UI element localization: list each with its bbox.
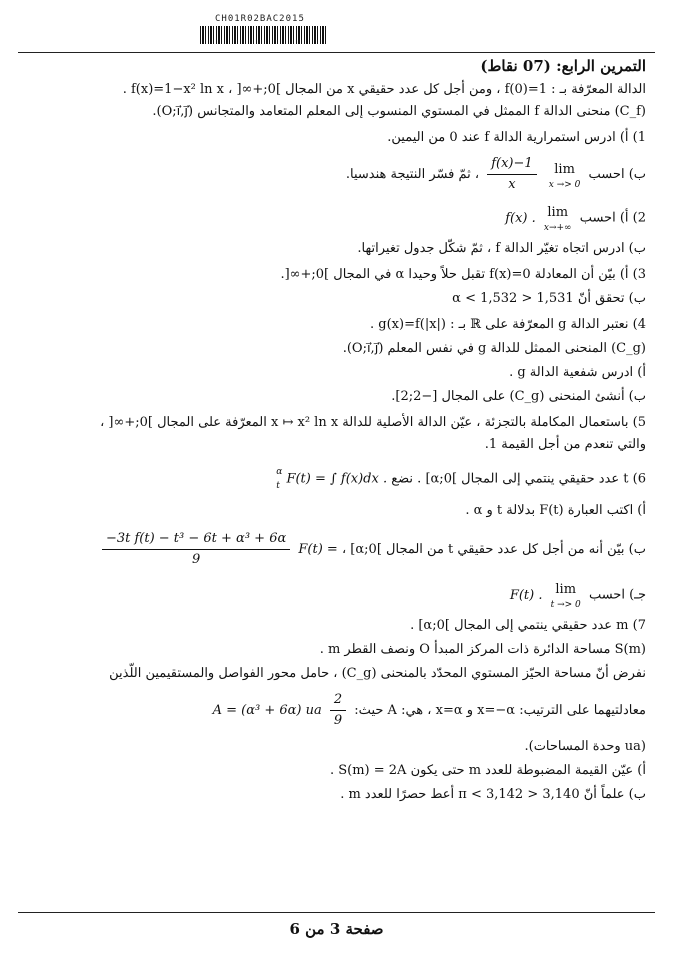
question-4-line2: (C_g) المنحنى الممثل للدالة g في نفس المعلم (O;i⃗,j⃗). (342, 341, 646, 356)
question-2b: ب) ادرس اتجاه تغيّر الدالة f ، ثمّ شكّل جدول تغيراتها. (357, 241, 646, 256)
header-divider (18, 52, 655, 53)
question-2a (24, 203, 646, 233)
document-code: CH01R02BAC2015 (215, 14, 305, 24)
q2a-prefix: 2) أ) احسب (579, 210, 646, 226)
question-7-line2: S(m) مساحة الدائرة ذات المركز المبدأ O ونصف القطر m . (319, 642, 646, 657)
q6c-prefix: جـ) احسب (588, 587, 646, 603)
exercise-title: التمرين الرابع: (07 نقاط) (480, 57, 646, 75)
barcode-icon (200, 26, 328, 44)
q6b-denominator: 9 (191, 552, 201, 567)
q6-integral (276, 465, 387, 493)
question-3a: 3) أ) بيّن أن المعادلة f(x)=0 تقبل حلاً وحيدا α في المجال ]0;+∞[. (280, 267, 646, 282)
question-7-line5: (ua وحدة المساحات). (524, 739, 646, 754)
q7-area-fraction (330, 690, 346, 731)
q6c-limit (551, 580, 581, 610)
q2a-limit (544, 203, 572, 233)
q6-integral-limits (276, 465, 282, 493)
q1b-suffix: ، ثمّ فسّر النتيجة هندسيا. (345, 167, 480, 182)
q6c-lim-sub: t →> 0 (550, 600, 581, 610)
q1b-lim-word: lim (554, 161, 575, 177)
q6c-lim-word: lim (555, 582, 577, 597)
question-3b: ب) تحقق أنّ 1,531 < α < 1,532 (452, 291, 646, 306)
question-1b (24, 154, 646, 195)
question-6a: أ) اكتب العبارة F(t) بدلالة t و α . (465, 503, 646, 518)
question-1a: 1) أ) ادرس استمرارية الدالة f عند 0 من اليمين. (387, 130, 646, 145)
intro-line-1: الدالة المعرّفة بـ : f(0)=1 ، ومن أجل كل عدد حقيقي x من المجال ]0;+∞[ ، f(x)=1−x² ln x . (122, 82, 646, 97)
question-5-line2: والتي تنعدم من أجل القيمة 1. (484, 437, 646, 452)
question-6 (24, 465, 646, 493)
q6-integral-lower: t (276, 481, 280, 491)
q6b-numerator: −3t f(t) − t³ − 6t + α³ + 6α (102, 529, 290, 550)
question-4a: أ) ادرس شفعية الدالة g . (509, 365, 646, 380)
q1b-prefix: ب) احسب (588, 167, 646, 182)
question-5-line1: 5) باستعمال المكاملة بالتجزئة ، عيّن الدالة الأصلية للدالة x ↦ x² ln x المعرّفة على المجال ]0;+∞[ ، (100, 415, 646, 430)
question-4b: ب) أنشئ المنحنى (C_g) على المجال [−2;2]. (391, 389, 646, 404)
q6-integral-upper: α (276, 467, 283, 477)
page-number: صفحة 3 من 6 (289, 920, 384, 938)
q2a-lim-word: lim (547, 205, 569, 220)
intro-line-2: (C_f) منحنى الدالة f الممثل في المستوي المنسوب إلى المعلم المتعامد والمتجانس (O;i⃗,j⃗). (152, 104, 646, 119)
q6-integral-expression: F(t) = ∫ f(x)dx . (286, 471, 388, 487)
q6b-fraction (102, 529, 290, 570)
question-6b (24, 529, 646, 570)
q7-area-expression: A = (α³ + 6α) ua (212, 703, 322, 718)
q2a-expression: f(x) . (505, 210, 536, 226)
q6-prefix: 6) t عدد حقيقي ينتمي إلى المجال ]0;α] . نضع (391, 471, 646, 487)
q7-area-numerator: 2 (330, 690, 346, 711)
question-7b: ب) علماً أنّ 3,140 < π < 3,142 أعط حصرًا للعدد m . (340, 787, 646, 802)
exercise-body (24, 58, 646, 803)
q7-area-denominator: 9 (333, 713, 343, 728)
footer-divider (18, 912, 655, 913)
q1b-denominator: x (508, 177, 516, 192)
q1b-fraction (487, 154, 536, 195)
q1b-numerator: f(x)−1 (487, 154, 536, 175)
q6b-prefix: ب) بيّن أنه من أجل كل عدد حقيقي t من المجال ]0;α] ، (341, 542, 646, 557)
q6c-expression: F(t) . (509, 587, 543, 603)
q7-line4-prefix: معادلتيهما على الترتيب: x=−α و x=α ، هي: A حيث: (354, 703, 646, 718)
question-7a: أ) عيّن القيمة المضبوطة للعدد m حتى يكون S(m) = 2A . (329, 763, 646, 778)
q2a-lim-sub: x→+∞ (543, 223, 572, 233)
question-7-line4 (24, 690, 646, 731)
question-6c (24, 580, 646, 610)
question-7: 7) m عدد حقيقي ينتمي إلى المجال ]0;α] . (410, 618, 646, 633)
question-4: 4) نعتبر الدالة g المعرّفة على ℝ بـ : g(x)=f(|x|) . (370, 317, 646, 332)
q6b-lhs: F(t) = (298, 542, 338, 557)
q1b-limit (549, 160, 581, 190)
question-7-line3: نفرض أنّ مساحة الحيّز المستوي المحدّد بالمنحنى (C_g) ، حامل محور الفواصل والمستقيمين اللّذين (109, 666, 646, 681)
q1b-lim-sub: x →> 0 (548, 179, 581, 190)
